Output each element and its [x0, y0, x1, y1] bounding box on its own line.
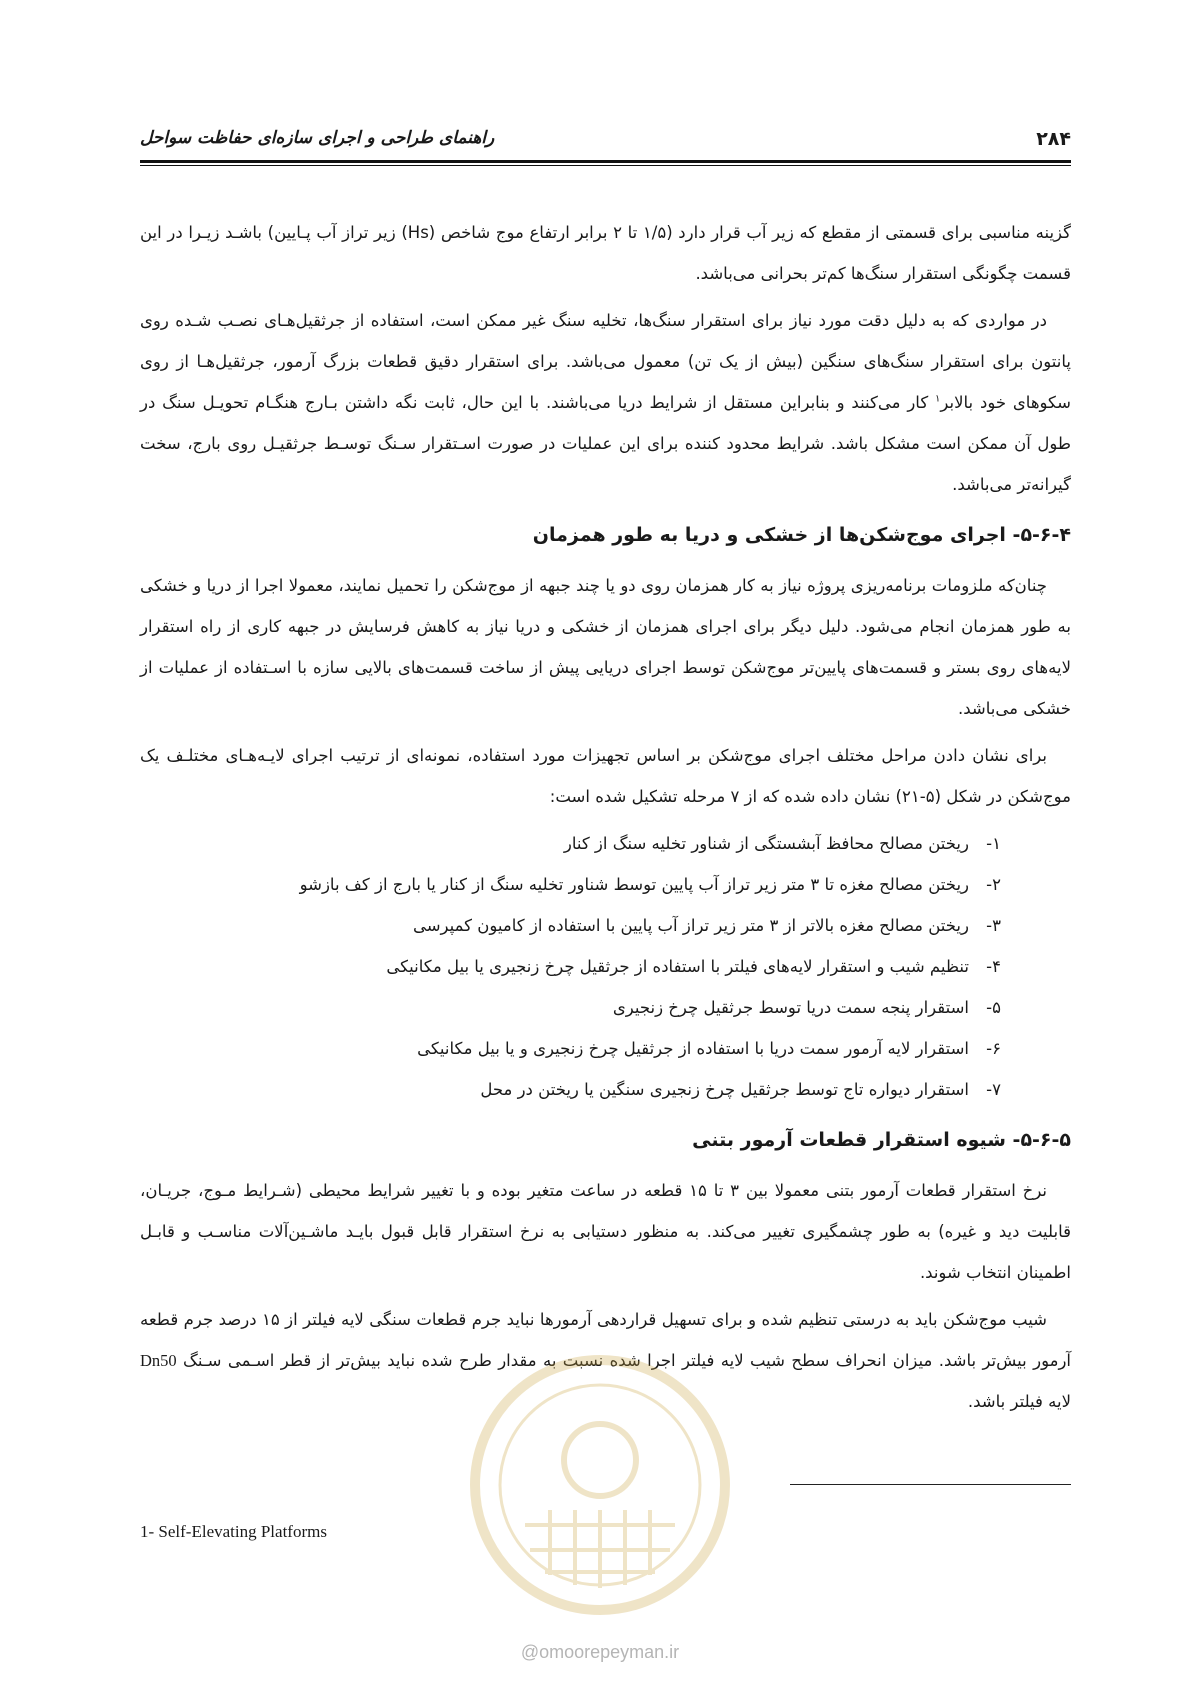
- list-item-text: ریختن مصالح مغزه بالاتر از ۳ متر زیر تراز آب پایین با استفاده از کامیون کمپرسی: [412, 916, 969, 935]
- header-rule-thick: [140, 160, 1071, 163]
- running-title: راهنمای طراحی و اجرای سازه‌ای حفاظت سواحل: [140, 128, 495, 148]
- list-item-text: تنظیم شیب و استقرار لایه‌های فیلتر با استفاده از جرثقیل چرخ زنجیری یا بیل مکانیکی: [386, 957, 969, 976]
- list-item-number: ۲-: [986, 875, 1001, 894]
- dn50-symbol: Dn50: [140, 1351, 177, 1370]
- list-item-number: ۱-: [986, 834, 1001, 853]
- list-item-text: ریختن مصالح مغزه تا ۳ متر زیر تراز آب پایین توسط شناور تخلیه سنگ از کنار یا بارج از کف بازشو: [299, 875, 969, 894]
- list-item: [140, 1028, 1001, 1069]
- paragraph-2-text: در مواردی که به دلیل دقت مورد نیاز برای استقرار سنگ‌ها، تخلیه سنگ غیر ممکن است، استفاده از جرثقیل‌هـای نصـب شـده روی پانتون برای استقرار سنگ‌های سنگین (بیش از یک تن) معمول می‌باشد. برای استقرار دقیق قطعات بزرگ آرمور، جرثقیل‌هـا از روی سکوهای خود بالابر: [140, 311, 1071, 412]
- paragraph-2-cont: کار می‌کنند و بنابراین مستقل از شرایط دریا می‌باشند. با این حال، ثابت نگه داشتن بـارج هنگـام تحویـل سنگ در طول آن ممکن است مشکل باشد. شرایط محدود کننده برای این عملیات در صورت اسـتقرار سـنگ توسـط جرثقیـل روی بارج، سخت گیرانه‌تر می‌باشد.: [140, 393, 1071, 494]
- paragraph-5: نرخ استقرار قطعات آرمور بتنی معمولا بین ۳ تا ۱۵ قطعه در ساعت متغیر بوده و با تغییر شرایط محیطی (شـرایط مـوج، جریـان، قابلیت دید و غیره) به طور چشمگیری تغییر می‌کند. به منظور دستیابی به نرخ استقرار قابل قبول بایـد ماشـین‌آلات مناسـب و قابـل اطمینان انتخاب شوند.: [140, 1181, 1071, 1282]
- page-body: [140, 212, 1071, 1428]
- list-item: [140, 946, 1001, 987]
- watermark-seal-icon: [455, 1350, 745, 1620]
- paragraph-6-text: شیب موج‌شکن باید به درستی تنظیم شده و برای تسهیل قراردهی آرمورها نباید جرم قطعات سنگی لایه فیلتر از ۱۵ درصد جرم قطعه آرمور بیش‌تر باشد. میزان انحراف سطح شیب لایه فیلتر اجرا شده نسبت به مقدار طرح شده نباید بیش‌تر از قطر اسـمی سـنگ: [140, 1310, 1071, 1370]
- list-item-number: ۷-: [986, 1080, 1001, 1099]
- footnote-ref: ۱: [935, 393, 941, 405]
- list-item: [140, 1069, 1001, 1110]
- list-item-text: استقرار دیواره تاج توسط جرثقیل چرخ زنجیری سنگین یا ریختن در محل: [480, 1080, 969, 1099]
- page-header: [140, 128, 1071, 162]
- watermark-site-text: @omoorepeyman.ir: [520, 1642, 680, 1662]
- list-item: [140, 987, 1001, 1028]
- page-number: ۲۸۴: [1036, 128, 1071, 150]
- paragraph-4: برای نشان دادن مراحل مختلف اجرای موج‌شکن بر اساس تجهیزات مورد استفاده، نمونه‌ای از ترتیب اجرای لایـه‌هـای مختلـف یک موج‌شکن در شکل (۵-۲۱) نشان داده شده که از ۷ مرحله تشکیل شده است:: [140, 746, 1071, 806]
- list-item-number: ۳-: [986, 916, 1001, 935]
- paragraph-3: چنان‌که ملزومات برنامه‌ریزی پروژه نیاز به کار همزمان روی دو یا چند جبهه از موج‌شکن را تحمیل نمایند، معمولا اجرا از دریا و خشکی به طور همزمان انجام می‌شود. دلیل دیگر برای اجرای همزمان از خشکی و دریا نیاز به کاهش فرسایش در جبهه کاری از راه استقرار لایه‌های روی بستر و قسمت‌های پایین‌تر موج‌شکن توسط اجرای دریایی پیش از ساخت قسمت‌های بالایی سازه با اسـتفاده از عملیات از خشکی می‌باشد.: [140, 576, 1071, 718]
- list-item: [140, 823, 1001, 864]
- section-heading-5-6-5: ۵-۶-۵- شیوه استقرار قطعات آرمور بتنی: [692, 1129, 1071, 1151]
- list-item-number: ۵-: [986, 998, 1001, 1017]
- header-rule-thin: [140, 165, 1071, 166]
- list-item-number: ۴-: [986, 957, 1001, 976]
- footnote-separator: [790, 1484, 1071, 1485]
- section-heading-5-6-4: ۵-۶-۴- اجرای موج‌شکن‌ها از خشکی و دریا به طور همزمان: [532, 524, 1071, 546]
- paragraph-6-end: لایه فیلتر باشد.: [967, 1392, 1071, 1411]
- paragraph-2: [140, 300, 1071, 505]
- paragraph-1: گزینه مناسبی برای قسمتی از مقطع که زیر آب قرار دارد (۱/۵ تا ۲ برابر ارتفاع موج شاخص (Hs) زیر تراز آب پـایین) باشـد زیـرا در این قسمت چگونگی استقرار سنگ‌ها کم‌تر بحرانی می‌باشد.: [140, 223, 1071, 283]
- list-item-text: استقرار لایه آرمور سمت دریا با استفاده از جرثقیل چرخ زنجیری و یا بیل مکانیکی: [417, 1039, 969, 1058]
- list-item: [140, 905, 1001, 946]
- steps-list: [140, 823, 1071, 1110]
- list-item-text: ریختن مصالح محافظ آبشستگی از شناور تخلیه سنگ از کنار: [563, 834, 969, 853]
- list-item: [140, 864, 1001, 905]
- list-item-number: ۶-: [986, 1039, 1001, 1058]
- list-item-text: استقرار پنجه سمت دریا توسط جرثقیل چرخ زنجیری: [612, 998, 969, 1017]
- footnote: 1- Self-Elevating Platforms: [140, 1522, 327, 1541]
